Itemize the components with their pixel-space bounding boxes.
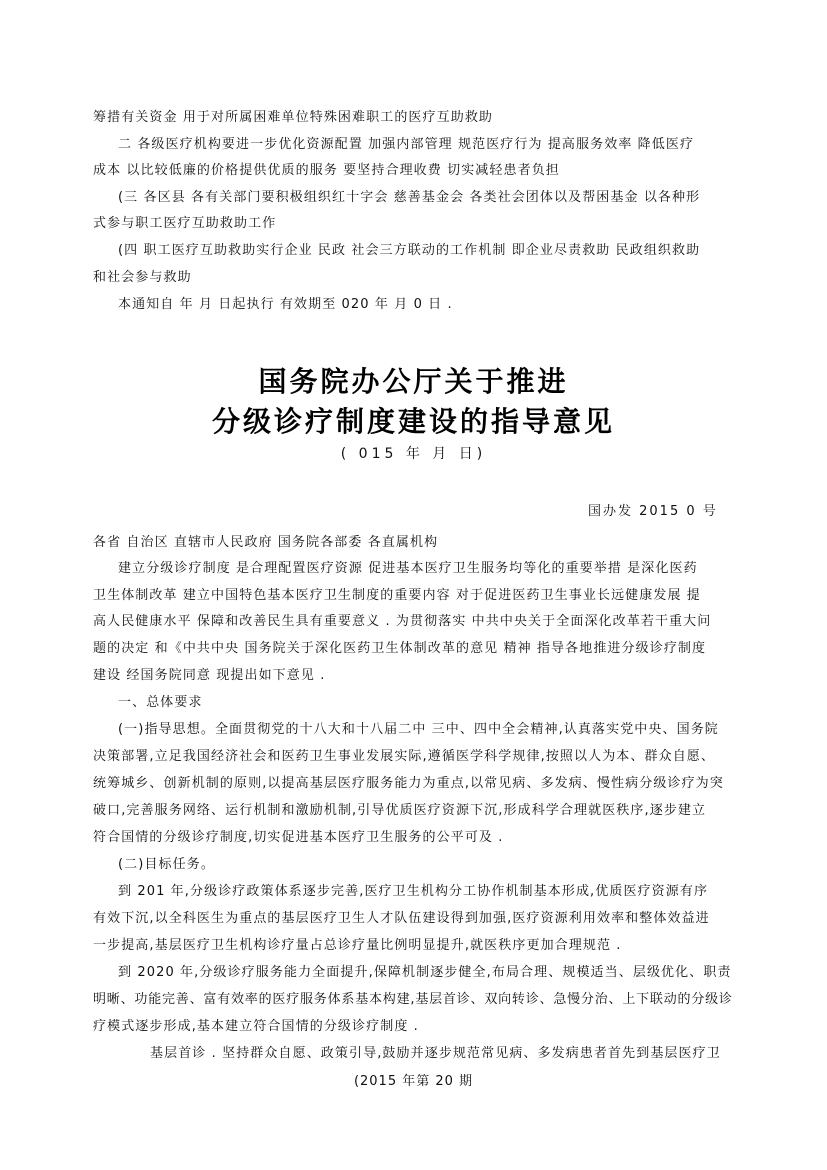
paragraph-line: 明晰、功能完善、富有效率的医疗服务体系基本构建,基层首诊、双向转诊、急慢分治、上下联动的分级诊 xyxy=(93,992,733,1007)
paragraph-line: 统筹城乡、创新机制的原则,以提高基层医疗服务能力为重点,以常见病、多发病、慢性病分级诊疗为突 xyxy=(93,776,724,791)
paragraph-line: 卫生体制改革 建立中国特色基本医疗卫生制度的重要内容 对于促进医药卫生事业长远健康发展 提 xyxy=(93,588,701,603)
paragraph-line: 疗模式逐步形成,基本建立符合国情的分级诊疗制度 . xyxy=(93,1019,419,1034)
paragraph-line: 题的决定 和《中共中央 国务院关于深化医药卫生体制改革的意见 精神 指导各地推进分级诊疗制度 xyxy=(93,641,707,656)
addressee: 各省 自治区 直辖市人民政府 国务院各部委 各直属机构 xyxy=(93,535,439,550)
text-line: 成本 以比较低廉的价格提供优质的服务 要坚持合理收费 切实减轻患者负担 xyxy=(93,163,560,178)
issue-footer: (2015 年第 20 期 xyxy=(353,1074,474,1089)
document-date: ( 015 年 月 日) xyxy=(340,446,487,462)
paragraph-line: 建立分级诊疗制度 是合理配置医疗资源 促进基本医疗卫生服务均等化的重要举措 是深化医药 xyxy=(118,561,698,576)
text-line: (四 职工医疗互助救助实行企业 民政 社会三方联动的工作机制 即企业尽责救助 民政组织救助 xyxy=(118,243,701,258)
paragraph-line: 一步提高,基层医疗卫生机构诊疗量占总诊疗量比例明显提升,就医秩序更加合理规范 . xyxy=(93,938,622,953)
document-title-line1: 国务院办公厅关于推进 xyxy=(258,365,569,398)
subsection-heading: (二)目标任务。 xyxy=(118,857,215,872)
document-title-line2: 分级诊疗制度建设的指导意见 xyxy=(211,405,615,438)
paragraph-line: 到 2020 年,分级诊疗服务能力全面提升,保障机制逐步健全,布局合理、规模适当、层级优化、职责 xyxy=(118,965,732,980)
paragraph-line: 高人民健康水平 保障和改善民生具有重要意义 . 为贯彻落实 中共中央关于全面深化改革若干重大问 xyxy=(93,614,712,629)
text-line: 二 各级医疗机构要进一步优化资源配置 加强内部管理 规范医疗行为 提高服务效率 降低医疗 xyxy=(118,137,695,152)
text-line: 式参与职工医疗互助救助工作 xyxy=(93,216,277,231)
text-line: 本通知自 年 月 日起执行 有效期至 020 年 月 0 日 . xyxy=(118,297,453,312)
paragraph-line: (一)指导思想。全面贯彻党的十八大和十八届二中 三中、四中全会精神,认真落实党中央、国务院 xyxy=(118,722,719,737)
paragraph-line: 建设 经国务院同意 现提出如下意见 . xyxy=(93,668,326,683)
section-heading: 一、总体要求 xyxy=(118,695,203,710)
document-number: 国办发 2015 0 号 xyxy=(588,504,718,519)
text-line: (三 各区县 各有关部门要积极组织红十字会 慈善基金会 各类社会团体以及帮困基金 以各种形 xyxy=(118,190,701,205)
paragraph-line: 符合国情的分级诊疗制度,切实促进基本医疗卫生服务的公平可及 . xyxy=(93,830,504,845)
paragraph-line: 到 201 年,分级诊疗政策体系逐步完善,医疗卫生机构分工协作机制基本形成,优质医疗资源有序 xyxy=(118,884,709,899)
paragraph-line: 基层首诊 . 坚持群众自愿、政策引导,鼓励并逐步规范常见病、多发病患者首先到基层医疗卫 xyxy=(150,1046,721,1061)
paragraph-line: 有效下沉,以全科医生为重点的基层医疗卫生人才队伍建设得到加强,医疗资源利用效率和整体效益进 xyxy=(93,911,710,926)
paragraph-line: 破口,完善服务网络、运行机制和激励机制,引导优质医疗资源下沉,形成科学合理就医秩序,逐步建立 xyxy=(93,803,707,818)
paragraph-line: 决策部署,立足我国经济社会和医药卫生事业发展实际,遵循医学科学规律,按照以人为本、群众自愿、 xyxy=(93,749,715,764)
text-line: 和社会参与救助 xyxy=(93,270,192,285)
text-line: 筹措有关资金 用于对所属困难单位特殊困难职工的医疗互助救助 xyxy=(93,110,494,125)
